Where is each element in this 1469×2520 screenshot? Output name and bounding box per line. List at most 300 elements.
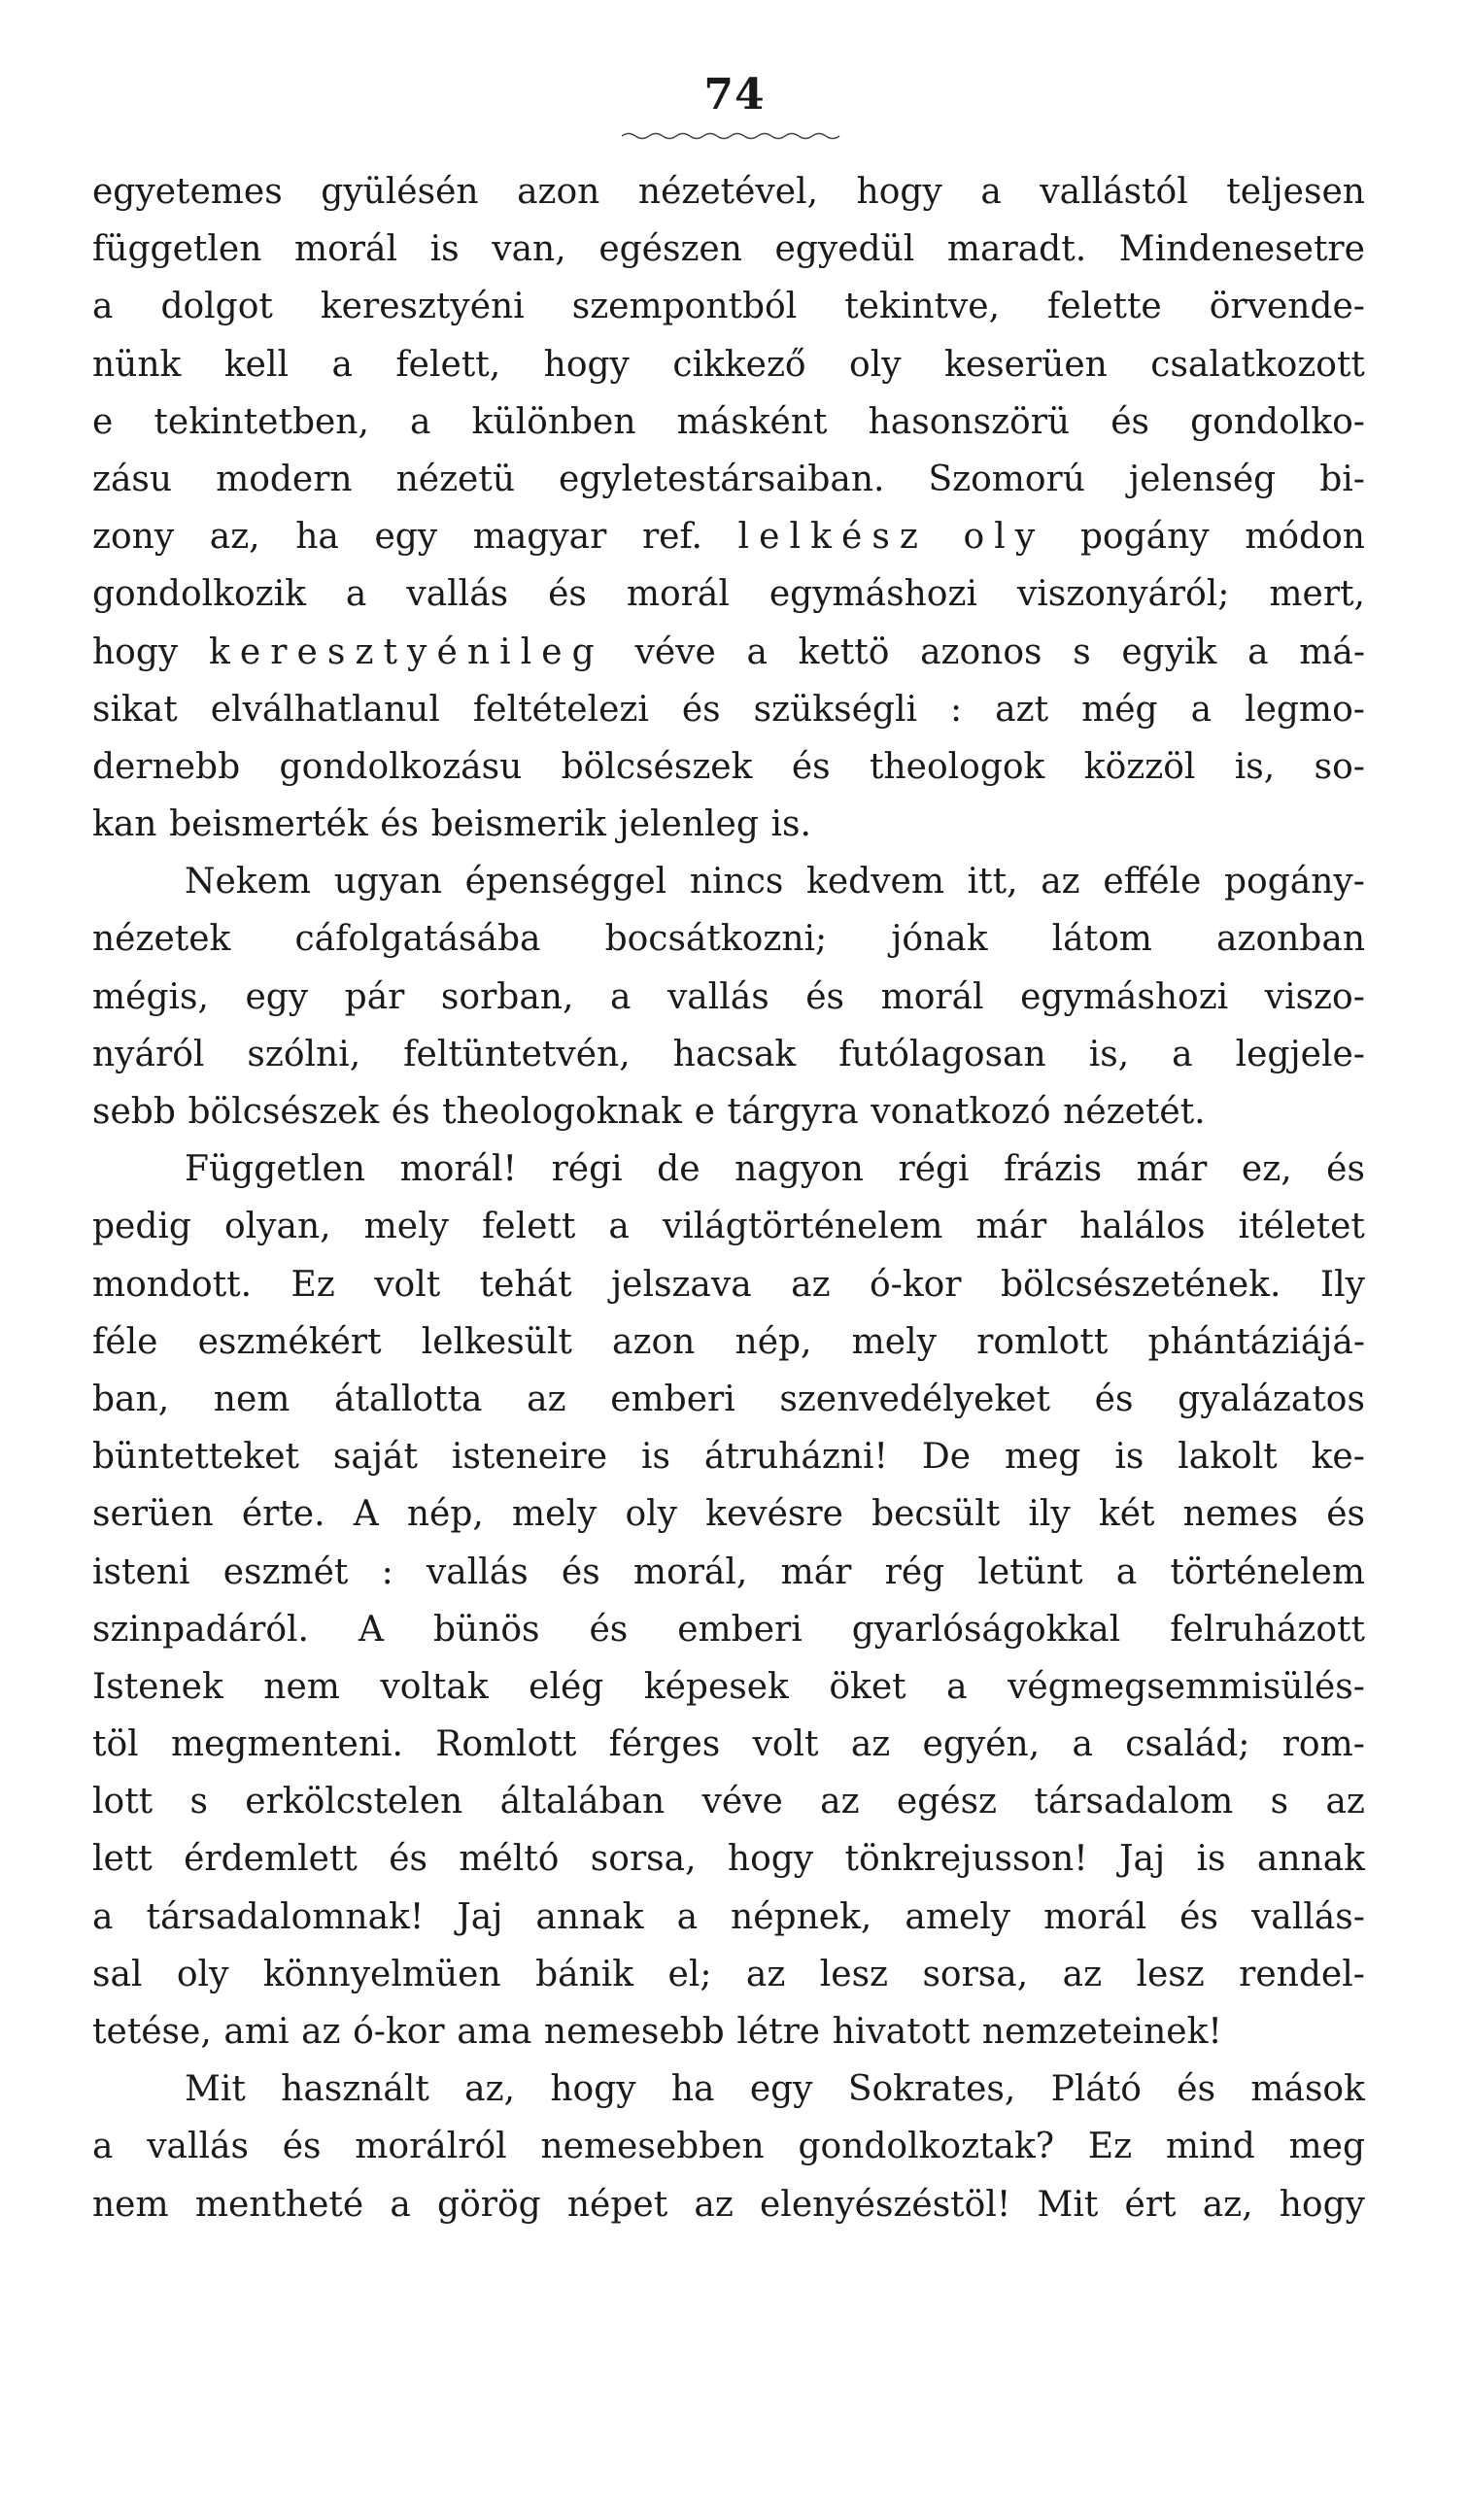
word: morál — [294, 229, 397, 270]
word: bi- — [1319, 459, 1365, 499]
text-line — [92, 969, 1365, 1026]
word: romlott — [976, 1321, 1109, 1362]
word: és — [548, 574, 587, 615]
word: gondolkozik — [92, 574, 306, 615]
word: a — [92, 1896, 114, 1937]
word: közzöl — [1083, 746, 1196, 787]
word: már — [1136, 1149, 1208, 1190]
word: eszmékért — [197, 1321, 382, 1362]
word: magyar — [472, 517, 607, 558]
word: morál — [626, 574, 730, 615]
word: meg — [1288, 2127, 1365, 2167]
word: és — [1110, 401, 1150, 442]
word: mely — [512, 1494, 598, 1535]
word: so- — [1314, 746, 1365, 787]
word: az — [850, 1724, 891, 1765]
word: itt, — [967, 862, 1018, 902]
word: annak — [1256, 1839, 1365, 1880]
word: ugyan — [333, 862, 442, 902]
word: felruházott — [1170, 1609, 1365, 1650]
word: ó-kor — [869, 1264, 962, 1305]
word: a — [345, 574, 367, 615]
word: egyetemes — [92, 172, 283, 212]
word: ha — [295, 517, 339, 558]
word: hogy — [550, 2069, 636, 2110]
word: hasonszörü — [868, 401, 1071, 442]
word: feltételezi — [472, 689, 649, 730]
word: is, — [1234, 746, 1276, 787]
word: legjele- — [1235, 1034, 1365, 1074]
word: az — [745, 1954, 786, 1994]
word: népet — [566, 2184, 668, 2225]
text-line — [92, 853, 1365, 910]
word: jelenség — [1128, 459, 1277, 499]
word: is — [1114, 1437, 1144, 1478]
word: lett — [92, 1839, 153, 1880]
word: hogy — [92, 631, 179, 672]
text-line — [92, 2176, 1365, 2233]
word: serüen — [92, 1494, 214, 1535]
word: Nekem — [185, 862, 312, 902]
word: Mindenesetre — [1118, 229, 1365, 270]
word: Jaj — [1119, 1839, 1166, 1880]
word: épenséggel — [464, 862, 667, 902]
word: azon — [517, 172, 600, 212]
word: De — [921, 1437, 972, 1478]
word: elenyészéstöl! — [760, 2184, 1011, 2225]
word: lott — [92, 1782, 154, 1822]
word: töl — [92, 1724, 139, 1765]
word: de — [657, 1149, 700, 1190]
text-line — [92, 1256, 1365, 1313]
word: lesz — [1136, 1954, 1205, 1994]
word: phántáziájá- — [1147, 1321, 1365, 1362]
text-line — [92, 2060, 1365, 2118]
word: és — [1326, 1149, 1365, 1190]
word: bölcsészetének. — [1000, 1264, 1281, 1305]
word: annak — [535, 1896, 644, 1937]
word: emberi — [610, 1379, 735, 1419]
word: lelkesült — [421, 1321, 572, 1362]
word: pár — [344, 976, 405, 1017]
word: cikkező — [672, 344, 806, 385]
word: feltüntetvén, — [403, 1034, 631, 1074]
word: : — [949, 689, 963, 730]
word: hogy — [856, 172, 942, 212]
word: pogány- — [1224, 862, 1365, 902]
word: független — [92, 229, 262, 270]
word: keresztyénileg — [208, 631, 604, 672]
word: letünt — [977, 1551, 1083, 1592]
word: hivatott — [832, 2012, 971, 2052]
word: nemes — [1182, 1494, 1299, 1535]
word: keresztyéni — [320, 287, 525, 327]
word: is. — [770, 804, 811, 845]
word: egy — [245, 976, 309, 1017]
word: eszmét — [222, 1551, 349, 1592]
word: a — [390, 2184, 411, 2225]
word: nézetével, — [637, 172, 819, 212]
word: régi — [551, 1149, 623, 1190]
word: már — [975, 1207, 1047, 1247]
word: csalatkozott — [1150, 344, 1365, 385]
word: jelszava — [610, 1264, 752, 1305]
word: is, — [1088, 1034, 1130, 1074]
word: gyülésén — [321, 172, 479, 212]
word: család; — [1125, 1724, 1250, 1765]
word: büntetteket — [92, 1437, 300, 1478]
word: ez, — [1241, 1149, 1292, 1190]
word: sorsa, — [922, 1954, 1029, 1994]
word: mentheté — [194, 2184, 364, 2225]
word: lakolt — [1178, 1437, 1278, 1478]
word: beismerik — [430, 804, 606, 845]
word: és — [791, 746, 831, 787]
text-line — [92, 2118, 1365, 2175]
text-line — [92, 1773, 1365, 1830]
word: is — [429, 229, 460, 270]
word: becsült — [871, 1494, 1001, 1535]
word: szükségli — [753, 689, 917, 730]
word: hogy — [543, 344, 630, 385]
word: egymáshozi — [1020, 976, 1229, 1017]
word: nemesebben — [540, 2127, 765, 2167]
word: tekintetben, — [154, 401, 369, 442]
word: e — [694, 1092, 715, 1132]
word: véve — [701, 1782, 783, 1822]
word: az — [694, 2184, 734, 2225]
word: ama — [457, 2012, 532, 2052]
text-line — [92, 738, 1365, 796]
word: könnyelmüen — [262, 1954, 501, 1994]
word: mind — [1165, 2127, 1255, 2167]
word: is — [1196, 1839, 1226, 1880]
word: másként — [676, 401, 828, 442]
word: nemzeteinek! — [981, 2012, 1222, 2052]
word: oly — [625, 1494, 677, 1535]
word: és — [389, 1839, 427, 1880]
word: átallotta — [334, 1379, 483, 1419]
word: tehát — [479, 1264, 572, 1305]
word: morál, — [632, 1551, 748, 1592]
text-line — [92, 1083, 1365, 1141]
word: volt — [752, 1724, 819, 1765]
word: ami — [223, 2012, 290, 2052]
word: a — [1072, 1724, 1093, 1765]
word: azon — [612, 1321, 696, 1362]
word: olyan, — [223, 1207, 331, 1247]
word: van, — [492, 229, 566, 270]
word: bünös — [432, 1609, 540, 1650]
word: beismerték — [169, 804, 368, 845]
word: lelkész — [737, 517, 928, 558]
word: és — [1094, 1379, 1134, 1419]
word: oly — [176, 1954, 229, 1994]
word: felett — [481, 1207, 576, 1247]
word: tekintve, — [844, 287, 1001, 327]
word: a — [1190, 689, 1213, 730]
word: volt — [374, 1264, 441, 1305]
word: az — [820, 1782, 860, 1822]
word: efféle — [1103, 862, 1202, 902]
word: régi — [898, 1149, 970, 1190]
word: egy — [374, 517, 438, 558]
word: szólni, — [247, 1034, 361, 1074]
word: egyedül — [774, 229, 915, 270]
word: egészen — [598, 229, 742, 270]
word: nagyon — [734, 1149, 864, 1190]
text-line — [92, 163, 1365, 221]
word: isteneire — [451, 1437, 608, 1478]
word: keserüen — [944, 344, 1108, 385]
word: az, — [209, 517, 260, 558]
word: és — [380, 804, 420, 845]
word: dolgot — [160, 287, 273, 327]
word: erkölcstelen — [245, 1782, 463, 1822]
word: szinpadáról. — [92, 1609, 309, 1650]
word: különben — [471, 401, 636, 442]
word: a — [676, 1896, 699, 1937]
word: a — [1172, 1034, 1193, 1074]
word: már — [780, 1551, 852, 1592]
word: Ez — [1087, 2127, 1133, 2167]
word: : — [381, 1551, 393, 1592]
word: a — [609, 976, 632, 1017]
word: nép, — [406, 1494, 484, 1535]
word: öket — [829, 1666, 906, 1707]
word: kettö — [798, 631, 890, 672]
word: bölcsészek — [561, 746, 753, 787]
word: mások — [1250, 2069, 1365, 2110]
word: az — [301, 2012, 341, 2052]
text-line — [92, 624, 1365, 681]
word: létre — [736, 2012, 821, 2052]
word: ha — [670, 2069, 715, 2110]
word: módon — [1245, 517, 1365, 558]
word: gyarlóságokkal — [851, 1609, 1121, 1650]
word: látom — [1051, 919, 1152, 960]
word: egyletestársaiban. — [558, 459, 885, 499]
word: s — [1270, 1782, 1289, 1822]
text-line — [92, 1658, 1365, 1716]
word: sorsa, — [590, 1839, 697, 1880]
word: bánik — [535, 1954, 634, 1994]
word: vallás — [147, 2127, 249, 2167]
word: morálról — [355, 2127, 507, 2167]
word: má- — [1299, 631, 1365, 672]
word: a — [92, 287, 114, 327]
word: nézetü — [395, 459, 516, 499]
text-line — [92, 1371, 1365, 1428]
word: érte. — [241, 1494, 325, 1535]
word: ke- — [1311, 1437, 1365, 1478]
word: történelem — [1170, 1551, 1365, 1592]
word: általában — [499, 1782, 666, 1822]
word: Mit — [185, 2069, 246, 2110]
word: bölcsészek — [188, 1092, 380, 1132]
word: nemesebb — [543, 2012, 725, 2052]
word: és — [589, 1609, 629, 1650]
text-line — [92, 565, 1365, 623]
word: az, — [1202, 2184, 1253, 2225]
word: örvende- — [1209, 287, 1365, 327]
text-line — [92, 221, 1365, 278]
word: nép, — [734, 1321, 812, 1362]
word: kan — [92, 804, 157, 845]
word: itéletet — [1238, 1207, 1365, 1247]
word: hogy — [1279, 2184, 1365, 2225]
word: az — [1325, 1782, 1365, 1822]
word: sikat — [92, 689, 178, 730]
word: Romlott — [435, 1724, 577, 1765]
text-line — [92, 1198, 1365, 1255]
word: és — [1179, 1896, 1218, 1937]
word: A — [358, 1609, 384, 1650]
word: és — [681, 689, 721, 730]
text-line — [92, 278, 1365, 335]
word: A — [353, 1494, 379, 1535]
word: zásu — [92, 459, 173, 499]
word: elég — [529, 1666, 604, 1707]
word: legmo- — [1245, 689, 1365, 730]
word: tetése, — [92, 2012, 212, 2052]
word: mert, — [1269, 574, 1365, 615]
text-line — [92, 1889, 1365, 1946]
word: ért — [1124, 2184, 1177, 2225]
word: azonban — [1216, 919, 1365, 960]
word: ily — [1028, 1494, 1071, 1535]
word: a — [331, 344, 353, 385]
word: nem — [263, 1666, 340, 1707]
word: azonos — [920, 631, 1042, 672]
word: tárgyra — [727, 1092, 859, 1132]
word: Mit — [1037, 2184, 1099, 2225]
word: a — [1247, 631, 1269, 672]
word: s — [1073, 631, 1091, 672]
word: és — [1177, 2069, 1216, 2110]
word: morál — [1043, 1896, 1147, 1937]
word: jelenleg — [618, 804, 759, 845]
word: cáfolgatásába — [294, 919, 541, 960]
word: Ez — [290, 1264, 335, 1305]
word: az — [527, 1379, 566, 1419]
word: nem — [92, 2184, 169, 2225]
word: egyik — [1121, 631, 1217, 672]
word: pogány — [1079, 517, 1210, 558]
word: a — [946, 1666, 968, 1707]
decorative-rule — [622, 131, 845, 141]
word: saját — [332, 1437, 418, 1478]
word: vallástól — [1040, 172, 1188, 212]
word: kevésre — [705, 1494, 843, 1535]
word: képesek — [643, 1666, 789, 1707]
word: rom- — [1281, 1724, 1365, 1765]
word: gyalázatos — [1178, 1379, 1365, 1419]
word: Ily — [1319, 1264, 1365, 1305]
word: amely — [905, 1896, 1011, 1937]
text-line — [92, 1716, 1365, 1773]
word: meg — [1004, 1437, 1081, 1478]
word: is — [641, 1437, 670, 1478]
word: szenvedélyeket — [779, 1379, 1051, 1419]
text-line — [92, 508, 1365, 565]
text-line — [92, 1946, 1365, 2003]
word: világtörténelem — [662, 1207, 943, 1247]
text-line — [92, 910, 1365, 968]
text-line — [92, 1026, 1365, 1083]
word: emberi — [677, 1609, 803, 1650]
word: teljesen — [1226, 172, 1365, 212]
word: és — [561, 1551, 600, 1592]
word: gondolkozásu — [279, 746, 523, 787]
word: a — [92, 2127, 114, 2167]
word: zony — [92, 517, 175, 558]
word: frázis — [1004, 1149, 1103, 1190]
text-line — [92, 1141, 1365, 1198]
word: Szomorú — [928, 459, 1085, 499]
word: mondott. — [92, 1264, 253, 1305]
text-line — [92, 393, 1365, 451]
word: féle — [92, 1321, 158, 1362]
word: és — [391, 1092, 430, 1132]
text-line — [92, 796, 1365, 853]
word: morál — [880, 976, 984, 1017]
word: voltak — [380, 1666, 489, 1707]
word: nyáról — [92, 1034, 205, 1074]
word: gondolko- — [1190, 401, 1365, 442]
word: futólagosan — [838, 1034, 1046, 1074]
body-text — [92, 163, 1365, 2233]
word: tönkrejusson! — [844, 1839, 1088, 1880]
word: ban, — [92, 1379, 170, 1419]
word: egyén, — [922, 1724, 1041, 1765]
word: isteni — [92, 1551, 190, 1592]
word: az — [1041, 862, 1080, 902]
word: hogy — [727, 1839, 814, 1880]
word: ó-kor — [353, 2012, 445, 2052]
text-line — [92, 1601, 1365, 1658]
word: vallás- — [1250, 1896, 1365, 1937]
word: sal — [92, 1954, 143, 1994]
word: férges — [608, 1724, 721, 1765]
word: érdemlett — [184, 1839, 358, 1880]
word: vallás — [666, 976, 769, 1017]
word: Független — [185, 1149, 366, 1190]
word: társadalomnak! — [146, 1896, 425, 1937]
word: társadalom — [1034, 1782, 1234, 1822]
word: oly — [849, 344, 902, 385]
word: dernebb — [92, 746, 241, 787]
word: vallás — [406, 574, 509, 615]
page-number: 74 — [703, 70, 766, 119]
word: gondolkoztak? — [798, 2127, 1055, 2167]
word: e — [92, 401, 114, 442]
word: rendel- — [1239, 1954, 1365, 1994]
word: bocsátkozni; — [604, 919, 828, 960]
word: theologok — [870, 746, 1045, 787]
word: ref. — [641, 517, 702, 558]
word: két — [1098, 1494, 1155, 1535]
word: s — [189, 1782, 208, 1822]
word: végmegsemmisülés- — [1008, 1666, 1365, 1707]
word: nünk — [92, 344, 182, 385]
word: nincs — [689, 862, 784, 902]
word: a — [410, 401, 431, 442]
text-line — [92, 681, 1365, 738]
word: görög — [437, 2184, 541, 2225]
word: egy — [749, 2069, 813, 2110]
word: kedvem — [806, 862, 944, 902]
